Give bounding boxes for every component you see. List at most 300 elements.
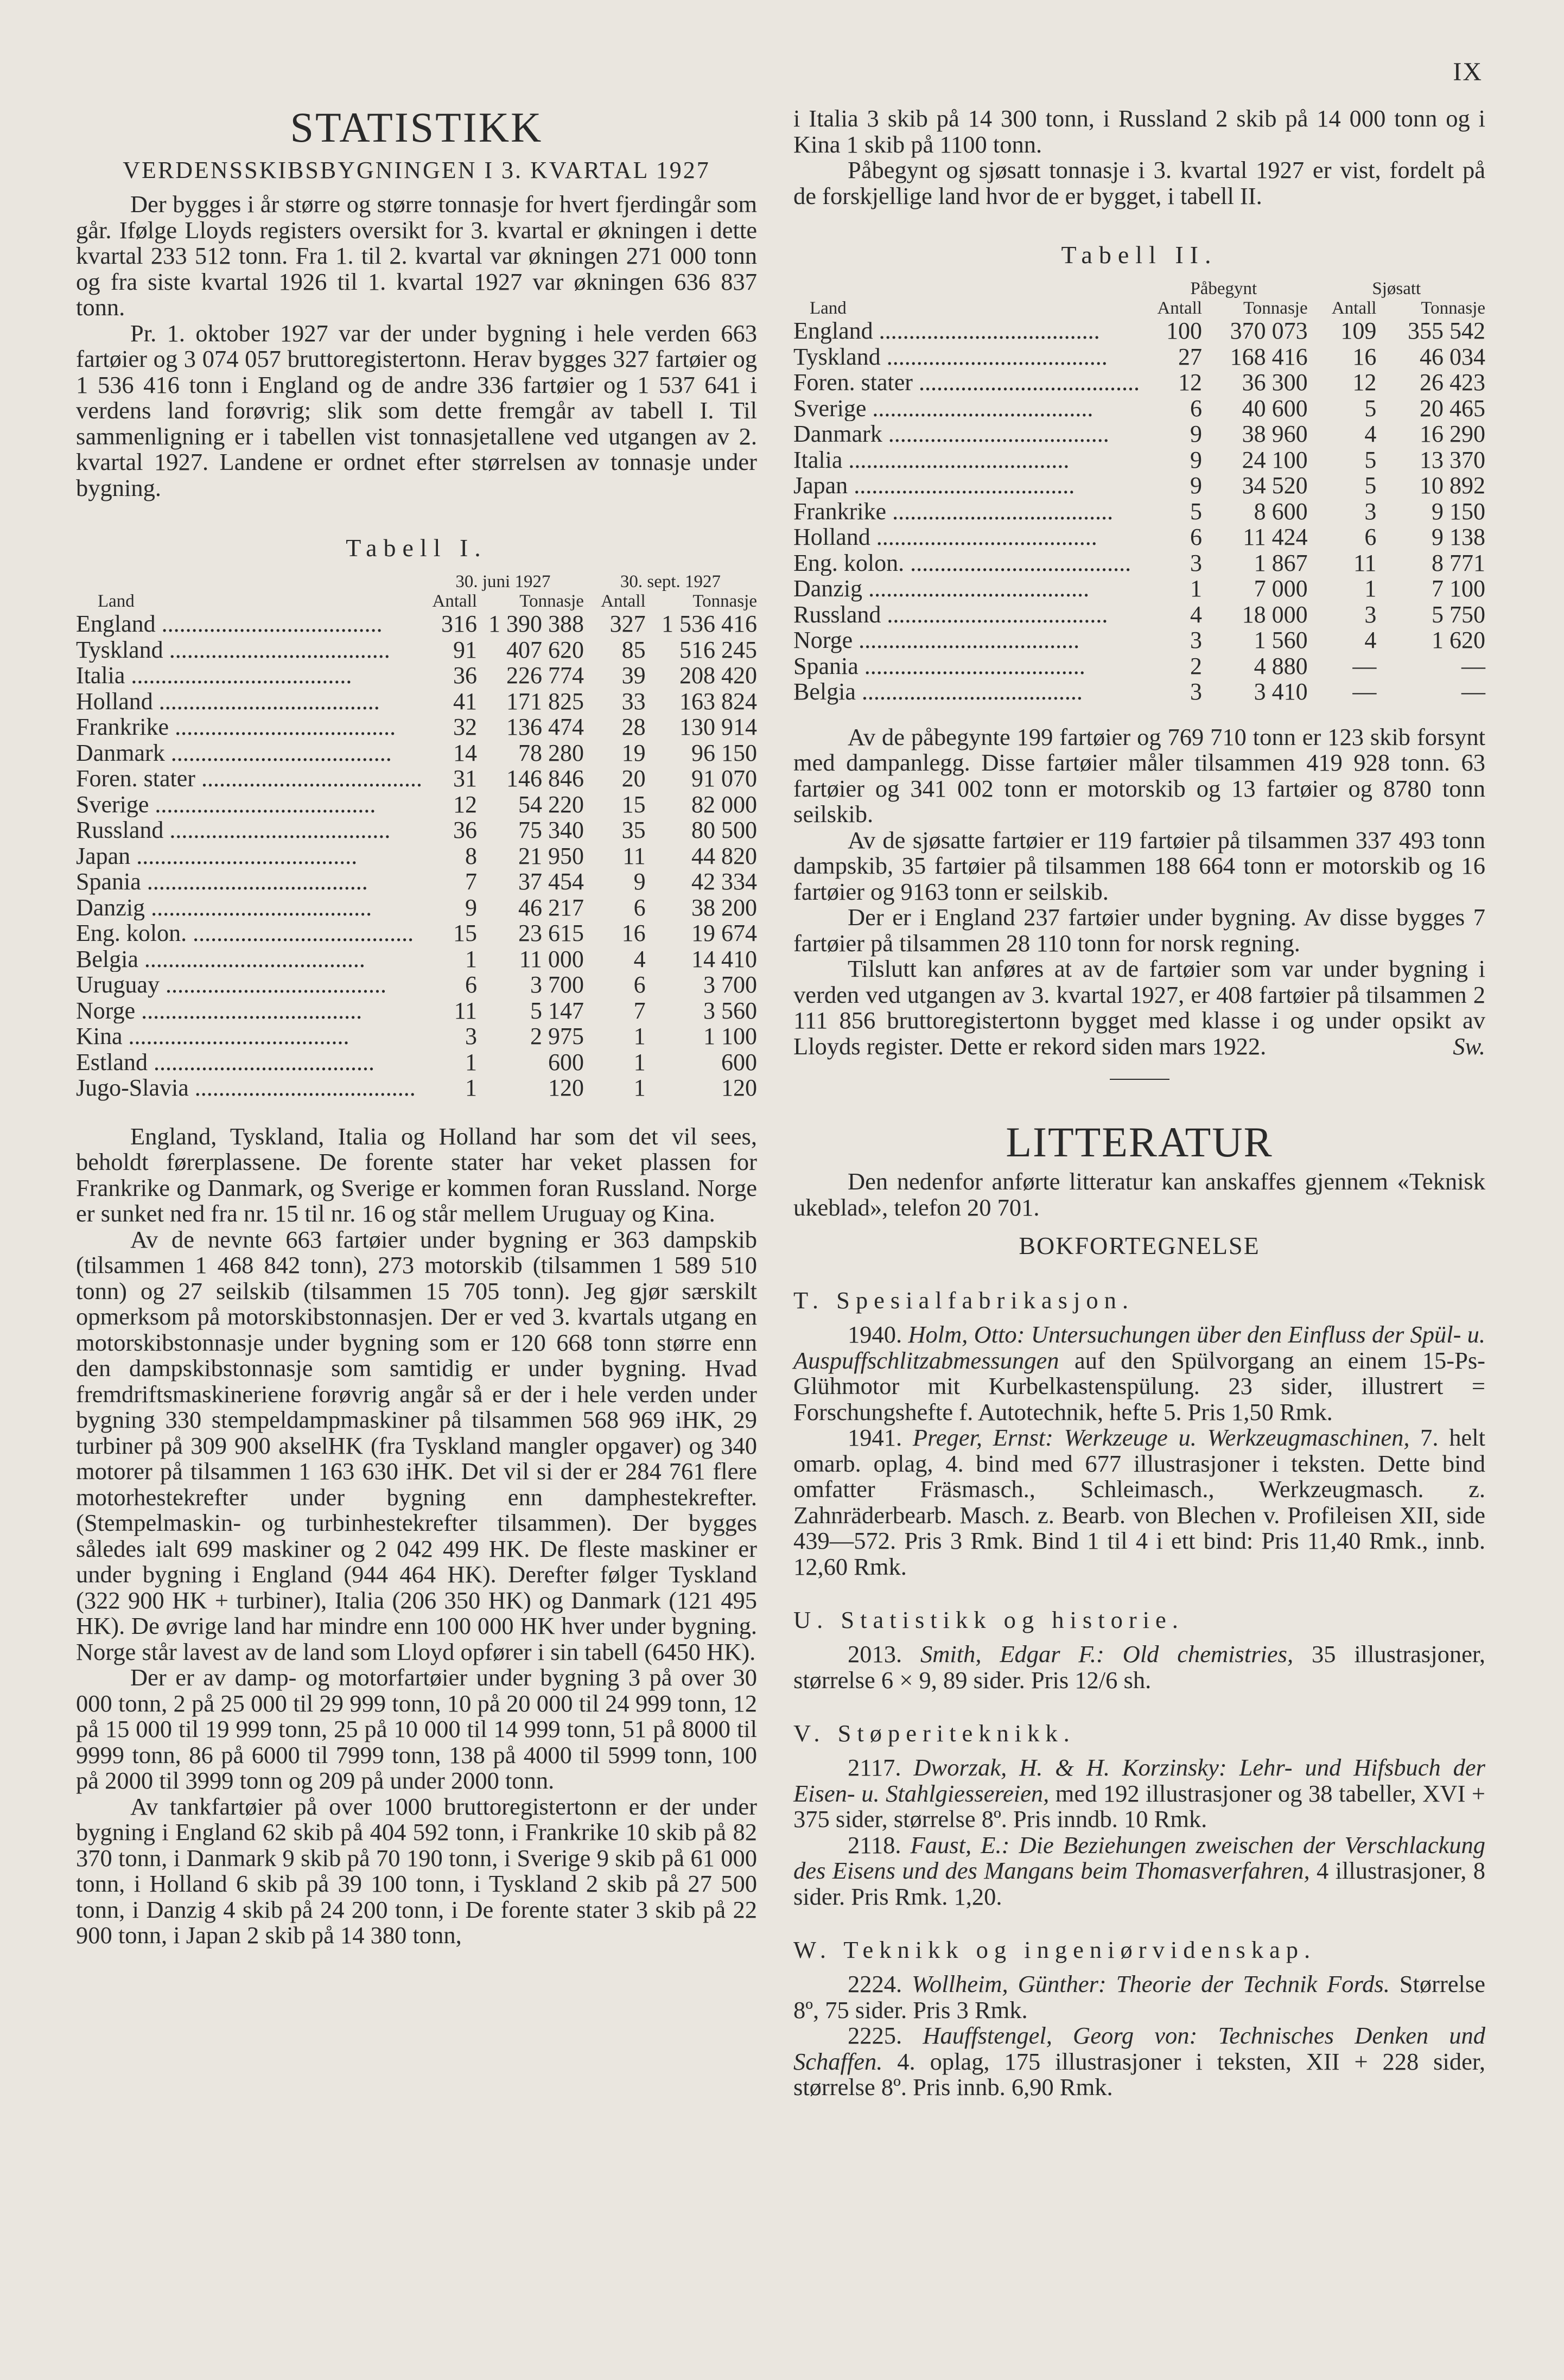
table1-cell-land <box>76 1049 422 1076</box>
table1-cell-value: 39 <box>621 662 646 689</box>
table1-cell-land <box>76 998 422 1024</box>
table2-land-name: Tyskland ..... <box>793 344 1108 370</box>
table2-cell-value: 34 520 <box>1242 472 1308 499</box>
table1-cell-value: 600 <box>721 1048 757 1076</box>
table2-cell-value: 6 <box>1190 394 1202 422</box>
table1-cell-value: 31 <box>453 765 478 792</box>
entry-number: 2224. <box>848 1970 912 1997</box>
table1-cell-value: 23 615 <box>518 920 584 946</box>
table1-row <box>76 1075 757 1101</box>
table1-cell-value: 11 <box>622 842 646 869</box>
table2-cell-land <box>793 679 1140 705</box>
table1-cell-value: 407 620 <box>506 636 584 663</box>
table2-cell-value: 9 <box>1190 446 1202 473</box>
entry-author-title: Hauffstengel, Georg von: Technisches Denken und Schaffen. <box>793 2022 1486 2075</box>
table2-cell-value: 9 138 <box>1432 524 1485 550</box>
table1-cell-value: 3 700 <box>530 971 584 998</box>
table1-cell-land <box>76 869 422 895</box>
table2-cell-value: 1 <box>1190 575 1202 602</box>
table1-row <box>76 1049 757 1076</box>
statistikk-title: STATISTIKK <box>290 104 543 151</box>
table1-cell-value: 80 500 <box>691 817 757 843</box>
table2-cell-value: 3 <box>1364 498 1377 525</box>
table2-cell-value: 8 600 <box>1254 498 1308 525</box>
table1-cell-value: 11 000 <box>519 945 584 972</box>
table1-col-antall-a: Antall <box>432 591 478 611</box>
table2-land-name: Norge ..... <box>793 627 1079 653</box>
table1-date-a: 30. juni 1927 <box>455 572 551 591</box>
table1-row <box>76 689 757 715</box>
table1-cell-value: 316 <box>441 610 478 637</box>
entry-author-title: Smith, Edgar F.: Old chemistries, <box>920 1640 1294 1668</box>
table1-row <box>76 740 757 766</box>
table1-cell-value: 1 <box>465 945 478 972</box>
table1-cell-value: 3 560 <box>703 997 757 1024</box>
table2-cell-value: — <box>1461 678 1485 705</box>
table2-cell-value: 24 100 <box>1242 446 1308 473</box>
table2-cell-value: 5 <box>1190 498 1202 525</box>
table1-cell-value: 54 220 <box>518 791 584 818</box>
table1-cell-value: 85 <box>621 636 646 663</box>
table1-cell-value: 1 <box>633 1074 646 1101</box>
table2-row <box>793 473 1485 499</box>
litteratur-intro: Den nedenfor anførte litteratur kan anskaffes gjennem «Teknisk ukeblad», telefon 20 701. <box>793 1168 1485 1221</box>
literature-category-heading: T. Spesialfabrikasjon. <box>793 1287 1134 1314</box>
table2-cell-land <box>793 447 1140 473</box>
table1-cell-value: 28 <box>621 714 646 740</box>
table1-cell-value: 1 536 416 <box>662 610 757 637</box>
table1-cell-value: 91 <box>453 636 478 663</box>
table1-row <box>76 792 757 818</box>
table2-cell-land <box>793 318 1140 344</box>
table1-cell-land <box>76 946 422 972</box>
entry-details: 4. oplag, 175 illustrasjoner i teksten, XII + 228 sider, størrelse 8º. Pris innb. 6,90 Rmk. <box>793 2047 1485 2101</box>
table1-col-tonnasje-b: Tonnasje <box>692 591 757 611</box>
table2-cell-value: 16 290 <box>1420 421 1485 447</box>
table2-cell-land <box>793 602 1140 628</box>
table1-land-name: Sverige ..... <box>76 792 376 818</box>
table2-row <box>793 550 1485 576</box>
literature-entry <box>793 2023 1485 2101</box>
table2-cell-value: 9 <box>1190 472 1202 499</box>
table2-cell-value: 40 600 <box>1242 394 1308 422</box>
table1-land-name: Estland ..... <box>76 1049 374 1076</box>
table1-cell-value: 14 <box>453 739 478 766</box>
divider-rule <box>1110 1079 1169 1080</box>
table1-row <box>76 895 757 921</box>
entry-number: 2013. <box>848 1640 920 1668</box>
literature-sections <box>793 1286 1485 2101</box>
table2-col-tonnasje-b: Tonnasje <box>1421 298 1485 318</box>
table1-cell-value: 41 <box>453 688 478 715</box>
table2-cell-value: 1 867 <box>1254 549 1308 576</box>
table1-cell-value: 42 334 <box>691 868 757 895</box>
table2-cell-value: 6 <box>1364 524 1377 550</box>
table1-land-name: Russland ..... <box>76 817 390 843</box>
table1-row <box>76 817 757 843</box>
table1-cell-value: 130 914 <box>679 714 757 740</box>
table2 <box>793 279 1485 705</box>
entry-details: Størrelse 8º, 75 sider. Pris 3 Rmk. <box>793 1970 1485 2023</box>
table1-cell-value: 78 280 <box>518 739 584 766</box>
left-column <box>76 92 757 1949</box>
table2-cell-value: 10 892 <box>1420 472 1485 499</box>
table1-land-name: Jugo-Slavia ..... <box>76 1075 416 1101</box>
table1-cell-value: 7 <box>633 997 646 1024</box>
table1-cell-land <box>76 689 422 715</box>
table2-cell-value: 3 <box>1190 678 1202 705</box>
table2-cell-value: 26 423 <box>1420 369 1485 396</box>
table1-cell-value: 1 <box>633 1023 646 1049</box>
table1-title: Tabell I. <box>346 534 487 562</box>
table1-cell-land <box>76 766 422 792</box>
after-table2-paragraph-3: Der er i England 237 fartøier under bygning. Av disse bygges 7 fartøier på tilsammen 28 110 tonn for norsk regning. <box>793 903 1485 957</box>
table2-row <box>793 447 1485 473</box>
literature-category-heading: W. Teknikk og ingeniørvidenskap. <box>793 1936 1317 1963</box>
intro-paragraph-2: Pr. 1. oktober 1927 var der under bygning i hele verden 663 fartøier og 3 074 057 bruttoregistertonn. Herav bygges 327 fartøier og 1 536 416 tonn i England og de andre 336 fartøier og 1 537 641 i verdens land forøvrig; slik som dette fremgår av tabell I. Til sammenligning er i tabellen vist tonnasjetallene ved utgangen av 2. kvartal 1927. Landene er ordnet efter størrelsen av tonnasje under bygning. <box>76 319 757 501</box>
after-table2-paragraph-4 <box>793 956 1485 1059</box>
table1-cell-land <box>76 792 422 818</box>
table1-cell-value: 21 950 <box>518 842 584 869</box>
table1-cell-value: 16 <box>621 920 646 946</box>
table2-row <box>793 499 1485 525</box>
table1-cell-value: 15 <box>453 920 478 946</box>
table2-cell-land <box>793 653 1140 679</box>
table2-cell-value: 5 750 <box>1432 601 1485 628</box>
table2-land-name: Italia ..... <box>793 447 1069 473</box>
table1-cell-value: 33 <box>621 688 646 715</box>
table1-cell-value: 8 <box>465 842 478 869</box>
table1-cell-value: 1 <box>465 1074 478 1101</box>
literature-entry <box>793 1425 1485 1580</box>
statistikk-subtitle: VERDENSSKIBSBYGNINGEN I 3. KVARTAL 1927 <box>123 157 710 183</box>
right-paragraph-1: i Italia 3 skib på 14 300 tonn, i Russland 2 skib på 14 000 tonn og i Kina 1 skib på 1100 tonn. <box>793 105 1485 158</box>
table2-cell-value: 5 <box>1364 472 1377 499</box>
entry-author-title: Holm, Otto: Untersuchungen über den Einfluss der Spül- u. Auspuffschlitzabmessungen <box>793 1321 1486 1374</box>
table1-col-antall-b: Antall <box>601 591 646 611</box>
table1-cell-value: 1 <box>633 1048 646 1076</box>
table2-row <box>793 370 1485 396</box>
table2-cell-value: 4 880 <box>1254 652 1308 679</box>
table2-row <box>793 576 1485 602</box>
table2-col-antall-a: Antall <box>1157 298 1202 318</box>
table1-land-name: Foren. stater ..... <box>76 766 422 792</box>
table2-cell-value: 355 542 <box>1408 317 1485 344</box>
table1-row <box>76 637 757 663</box>
table1-cell-value: 37 454 <box>518 868 584 895</box>
table2-cell-land <box>793 627 1140 653</box>
table2-cell-value: 5 <box>1364 446 1377 473</box>
table1-cell-land <box>76 637 422 663</box>
table1-land-name: Belgia ..... <box>76 946 365 972</box>
table2-cell-value: 12 <box>1352 369 1377 396</box>
page-number: IX <box>1453 58 1483 86</box>
table1-cell-value: 9 <box>465 894 478 921</box>
table2-land-name: Japan ..... <box>793 473 1075 499</box>
table2-cell-value: 4 <box>1364 627 1377 653</box>
table1-cell-value: 15 <box>621 791 646 818</box>
after-table2-paragraph-1: Av de påbegynte 199 fartøier og 769 710 tonn er 123 skib forsynt med dampanlegg. Disse fartøier måler tilsammen 419 928 tonn. 63 fartøier og 341 002 tonn er motorskib og 13 fartøier og 8780 tonn seilskib. <box>793 723 1485 828</box>
table2-land-name: Frankrike ..... <box>793 499 1113 525</box>
table1-cell-value: 171 825 <box>506 688 584 715</box>
table2-row <box>793 679 1485 705</box>
entry-details: 4 illustrasjoner, 8 sider. Pris Rmk. 1,20. <box>793 1857 1486 1910</box>
table1-cell-land <box>76 1075 422 1101</box>
table2-cell-land <box>793 576 1140 602</box>
table1-cell-land <box>76 611 422 637</box>
table2-cell-value: — <box>1461 652 1485 679</box>
table2-cell-land <box>793 421 1140 447</box>
table2-cell-value: 12 <box>1178 369 1202 396</box>
table2-col-antall-b: Antall <box>1331 298 1377 318</box>
entry-number: 1941. <box>848 1424 913 1451</box>
table2-cell-value: 1 560 <box>1254 627 1308 653</box>
table1-land-name: Frankrike ..... <box>76 714 396 740</box>
table1-land-name: Danzig ..... <box>76 895 372 921</box>
table2-body <box>793 318 1485 705</box>
table1-cell-value: 1 <box>465 1048 478 1076</box>
table1-col-land: Land <box>98 591 135 611</box>
table1-cell-value: 327 <box>609 610 646 637</box>
table1-cell-value: 600 <box>548 1048 584 1076</box>
table2-cell-value: 16 <box>1352 343 1377 370</box>
table1-cell-value: 208 420 <box>679 662 757 689</box>
table2-cell-value: 3 <box>1190 627 1202 653</box>
table2-cell-value: 168 416 <box>1230 343 1308 370</box>
entry-number: 2118. <box>848 1831 911 1859</box>
table2-cell-value: 3 410 <box>1254 678 1308 705</box>
table1-row <box>76 663 757 689</box>
table2-cell-value: 1 620 <box>1432 627 1485 653</box>
table2-cell-land <box>793 499 1140 525</box>
table2-cell-value: 4 <box>1364 421 1377 447</box>
table1-land-name: England ..... <box>76 611 383 637</box>
after-table1-paragraph-4: Av tankfartøier på over 1000 bruttoregistertonn er der under bygning i England 62 skib på 404 592 tonn, i Frankrike 10 skib på 82 370 tonn, i Danmark 9 skib på 70 190 tonn, i Sverige 9 skib på 61 000 tonn, i Holland 6 skib på 39 100 tonn, i Tyskland 2 skib på 27 500 tonn, i Danzig 4 skib på 24 200 tonn, i De forente stater 3 skib på 22 900 tonn, i Japan 2 skib på 14 380 tonn, <box>76 1792 757 1949</box>
table1-cell-value: 44 820 <box>691 842 757 869</box>
table1-cell-value: 19 674 <box>691 920 757 946</box>
literature-entry <box>793 1971 1485 2023</box>
table1-row <box>76 920 757 946</box>
table2-land-name: Eng. kolon. ..... <box>793 550 1131 576</box>
entry-author-title: Faust, E.: Die Beziehungen zweischen der Verschlackung des Eisens und des Mangans beim Thomasverfahren, <box>793 1831 1485 1884</box>
table2-cell-value: 27 <box>1178 343 1202 370</box>
table1-row <box>76 843 757 869</box>
table1-cell-value: 12 <box>453 791 478 818</box>
table2-cell-value: 4 <box>1190 601 1202 628</box>
table2-cell-value: 370 073 <box>1230 317 1308 344</box>
table1-land-name: Italia ..... <box>76 663 352 689</box>
table1-cell-value: 6 <box>633 894 646 921</box>
table1-cell-value: 20 <box>621 765 646 792</box>
table1-cell-land <box>76 920 422 946</box>
literature-category-heading: U. Statistikk og historie. <box>793 1606 1184 1633</box>
table1-cell-value: 19 <box>621 739 646 766</box>
table2-cell-value: 9 150 <box>1432 498 1485 525</box>
table2-cell-land <box>793 524 1140 550</box>
table1-cell-value: 120 <box>548 1074 584 1101</box>
table2-cell-value: — <box>1352 652 1377 679</box>
litteratur-title: LITTERATUR <box>1006 1118 1273 1166</box>
table2-cell-value: 38 960 <box>1242 421 1308 447</box>
entry-number: 1940. <box>848 1321 908 1348</box>
table2-cell-value: 11 424 <box>1243 524 1308 550</box>
table1-body <box>76 611 757 1101</box>
table2-land-name: Spania ..... <box>793 653 1085 679</box>
table1-cell-value: 7 <box>465 868 478 895</box>
table2-row <box>793 653 1485 679</box>
table1-date-b: 30. sept. 1927 <box>620 572 721 591</box>
after-table1-paragraph-3: Der er av damp- og motorfartøier under bygning 3 på over 30 000 tonn, 2 på 25 000 til 29 999 tonn, 10 på 20 000 til 24 999 tonn, 12 på 15 000 til 19 999 tonn, 25 på 10 000 til 14 999 tonn, 51 på 8000 til 9999 tonn, 86 på 6000 til 7999 tonn, 138 på 4000 til 5999 tonn, 100 på 2000 til 3999 tonn og 209 på under 2000 tonn. <box>76 1664 757 1794</box>
table1-cell-value: 3 700 <box>703 971 757 998</box>
table1-cell-value: 32 <box>453 714 478 740</box>
table2-row <box>793 421 1485 447</box>
table1-land-name: Uruguay ..... <box>76 972 386 998</box>
table2-land-name: Belgia ..... <box>793 679 1083 705</box>
table1-cell-value: 35 <box>621 817 646 843</box>
table1 <box>76 572 757 1101</box>
table2-col-land: Land <box>810 298 847 318</box>
table2-land-name: Russland ..... <box>793 602 1108 628</box>
table1-cell-value: 46 217 <box>518 894 584 921</box>
entry-author-title: Wollheim, Günther: Theorie der Technik Fords. <box>912 1970 1390 1997</box>
table1-cell-value: 2 975 <box>530 1023 584 1049</box>
table1-col-tonnasje-a: Tonnasje <box>519 591 584 611</box>
table1-land-name: Tyskland ..... <box>76 637 390 663</box>
literature-entry <box>793 1755 1485 1832</box>
table2-row <box>793 396 1485 422</box>
table1-row <box>76 869 757 895</box>
table1-row <box>76 611 757 637</box>
table1-cell-value: 11 <box>454 997 478 1024</box>
table2-cell-value: 36 300 <box>1242 369 1308 396</box>
table1-land-name: Eng. kolon. ..... <box>76 920 414 946</box>
table1-cell-land <box>76 663 422 689</box>
table1-cell-land <box>76 843 422 869</box>
table2-cell-value: 20 465 <box>1420 394 1485 422</box>
table2-cell-land <box>793 396 1140 422</box>
table1-cell-value: 96 150 <box>691 739 757 766</box>
table1-cell-value: 163 824 <box>679 688 757 715</box>
entry-details: 7. helt omarb. oplag, 4. bind med 677 illustrasjoner i teksten. Dette bind omfatter Fräsmasch., Schleimasch., Werkzeugmasch. z. Zahnräderbearb. Masch. z. Bearb. von Blechen v. Profileisen XII, side 439—572. Pris 3 Rmk. Bind 1 til 4 i ett bind: Pris 11,40 Rmk., innb. 12,60 Rmk. <box>793 1424 1486 1580</box>
entry-number: 2225. <box>848 2022 923 2049</box>
table1-cell-land <box>76 740 422 766</box>
table2-cell-value: 109 <box>1340 317 1377 344</box>
table1-cell-value: 75 340 <box>518 817 584 843</box>
table1-cell-value: 136 474 <box>506 714 584 740</box>
table2-cell-value: 3 <box>1364 601 1377 628</box>
table2-cell-value: 5 <box>1364 394 1377 422</box>
table1-cell-value: 6 <box>465 971 478 998</box>
table2-cell-value: 3 <box>1190 549 1202 576</box>
table1-row <box>76 714 757 740</box>
bokfortegnelse-heading: BOKFORTEGNELSE <box>1019 1232 1260 1259</box>
table1-cell-value: 91 070 <box>691 765 757 792</box>
table2-cell-value: 9 <box>1190 421 1202 447</box>
table2-cell-value: — <box>1352 678 1377 705</box>
table1-cell-value: 4 <box>633 945 646 972</box>
table2-cell-land <box>793 370 1140 396</box>
table2-col-tonnasje-a: Tonnasje <box>1243 298 1308 318</box>
after-table1-paragraph-1: England, Tyskland, Italia og Holland har som det vil sees, beholdt førerplassene. De forente stater har veket plassen for Frankrike og Danmark, og Sverige er kommen foran Russland. Norge er sunket ned fra nr. 15 til nr. 16 og står mellem Uruguay og Kina. <box>76 1122 757 1227</box>
right-paragraph-2: Påbegynt og sjøsatt tonnasje i 3. kvartal 1927 er vist, fordelt på de forskjellige land hvor de er bygget, i tabell II. <box>793 156 1485 209</box>
right-column <box>793 106 1485 2101</box>
table1-land-name: Kina ..... <box>76 1023 349 1049</box>
table1-row <box>76 946 757 972</box>
table2-land-name: Danmark ..... <box>793 421 1109 447</box>
table2-row <box>793 524 1485 550</box>
entry-number: 2117. <box>848 1754 914 1781</box>
after-table2-paragraph-4-text: Tilslutt kan anføres at av de fartøier som var under bygning i verden ved utgangen av 3. kvartal 1927, er 408 fartøier på tilsammen 2 111 856 bruttoregistertonn bygget med klasse i og under opsikt av Lloyds register. Dette er rekord siden mars 1922. <box>793 955 1485 1060</box>
table1-land-name: Holland ..... <box>76 689 380 715</box>
table1-cell-land <box>76 714 422 740</box>
table2-cell-land <box>793 473 1140 499</box>
table2-cell-value: 6 <box>1190 524 1202 550</box>
table1-cell-value: 1 390 388 <box>488 610 584 637</box>
intro-paragraph-1: Der bygges i år større og større tonnasje for hvert fjerdingår som går. Ifølge Lloyds registers oversikt for 3. kvartal er økningen i dette kvartal 233 512 tonn. Fra 1. til 2. kvartal var økningen 271 000 tonn og fra siste kvartal 1926 til 1. kvartal 1927 var økningen 636 837 tonn. <box>76 190 757 321</box>
table2-cell-land <box>793 344 1140 370</box>
table1-land-name: Danmark ..... <box>76 740 392 766</box>
table1-cell-value: 14 410 <box>691 945 757 972</box>
table2-row <box>793 602 1485 628</box>
table2-group-a: Påbegynt <box>1190 279 1257 298</box>
signature: Sw. <box>1453 1032 1485 1060</box>
table2-cell-land <box>793 550 1140 576</box>
table2-cell-value: 13 370 <box>1420 446 1485 473</box>
after-table1-paragraph-2: Av de nevnte 663 fartøier under bygning er 363 dampskib (tilsammen 1 468 842 tonn), 273 motorskib (tilsammen 1 589 510 tonn) og 27 seilskib (tilsammen 15 705 tonn). Jeg gjør særskilt opmerksom på motorskibstonnasjen. Der er ved 3. kvartals utgang en motorskibstonnasje under bygning som er 120 668 tonn større enn den dampskibstonnasje som samtidig er under bygning. Hvad fremdriftsmaskineriene forøvrig angår så er der i hele verden under bygning 330 stempeldampmaskiner på tilsammen 568 969 iHK, 29 turbiner på 309 900 akselHK (fra Tyskland mangler opgaver) og 340 motorer på tilsammen 1 163 630 iHK. Det vil si der er 284 761 flere motorhestekrefter under bygning enn damphestekrefter. (Stempelmaskin- og turbinhestekrefter tilsammen). Der bygges således ialt 699 maskiner og 2 042 499 HK. De fleste maskiner er under bygning i England (944 464 HK). Derefter følger Tyskland (322 900 HK + turbiner), Italia (206 350 HK) og Danmark (121 495 HK). De øvrige land har mindre enn 100 000 HK hver under bygning. Norge står lavest av de land som Lloyd opfører i sin tabell (6450 HK). <box>76 1225 757 1665</box>
entry-author-title: Preger, Ernst: Werkzeuge u. Werkzeugmaschinen, <box>912 1424 1410 1451</box>
table1-cell-value: 516 245 <box>679 636 757 663</box>
table2-cell-value: 11 <box>1353 549 1377 576</box>
table2-title: Tabell II. <box>1061 241 1218 269</box>
table1-cell-value: 226 774 <box>506 662 584 689</box>
entry-details: med 192 illustrasjoner og 38 tabeller, XVI + 375 sider, størrelse 8º. Pris inndb. 10 Rmk. <box>793 1779 1485 1832</box>
table1-cell-land <box>76 817 422 843</box>
table1-cell-value: 38 200 <box>691 894 757 921</box>
literature-category-heading: V. Støperiteknikk. <box>793 1720 1076 1747</box>
table1-land-name: Japan ..... <box>76 843 357 869</box>
table2-group-b: Sjøsatt <box>1372 279 1421 298</box>
table2-row <box>793 344 1485 370</box>
table2-cell-value: 100 <box>1166 317 1202 344</box>
table2-land-name: Foren. stater ..... <box>793 370 1140 396</box>
literature-entry <box>793 1322 1485 1425</box>
table1-land-name: Spania ..... <box>76 869 368 895</box>
table1-cell-land <box>76 972 422 998</box>
table1-cell-value: 146 846 <box>506 765 584 792</box>
table2-cell-value: 7 100 <box>1432 575 1485 602</box>
table2-land-name: England ..... <box>793 318 1100 344</box>
after-table2-paragraph-2: Av de sjøsatte fartøier er 119 fartøier på tilsammen 337 493 tonn dampskib, 35 fartøier på tilsammen 188 664 tonn er motorskib og 16 fartøier og 9163 tonn er seilskib. <box>793 826 1485 905</box>
table2-cell-value: 7 000 <box>1254 575 1308 602</box>
table1-row <box>76 1023 757 1049</box>
table1-cell-value: 5 147 <box>530 997 584 1024</box>
table1-cell-value: 9 <box>633 868 646 895</box>
table1-cell-land <box>76 895 422 921</box>
table2-land-name: Holland ..... <box>793 524 1097 550</box>
table2-row <box>793 627 1485 653</box>
table1-cell-value: 6 <box>633 971 646 998</box>
table1-cell-land <box>76 1023 422 1049</box>
table2-row <box>793 318 1485 344</box>
table2-cell-value: 2 <box>1190 652 1202 679</box>
table1-cell-value: 82 000 <box>691 791 757 818</box>
entry-details: 35 illustrasjoner, størrelse 6 × 9, 89 sider. Pris 12/6 sh. <box>793 1640 1486 1694</box>
table1-land-name: Norge ..... <box>76 998 362 1024</box>
table1-cell-value: 120 <box>721 1074 757 1101</box>
entry-author-title: Dworzak, H. & H. Korzinsky: Lehr- und Hifsbuch der Eisen- u. Stahlgiessereien, <box>793 1754 1486 1807</box>
table1-cell-value: 1 100 <box>703 1023 757 1049</box>
table2-cell-value: 46 034 <box>1420 343 1485 370</box>
